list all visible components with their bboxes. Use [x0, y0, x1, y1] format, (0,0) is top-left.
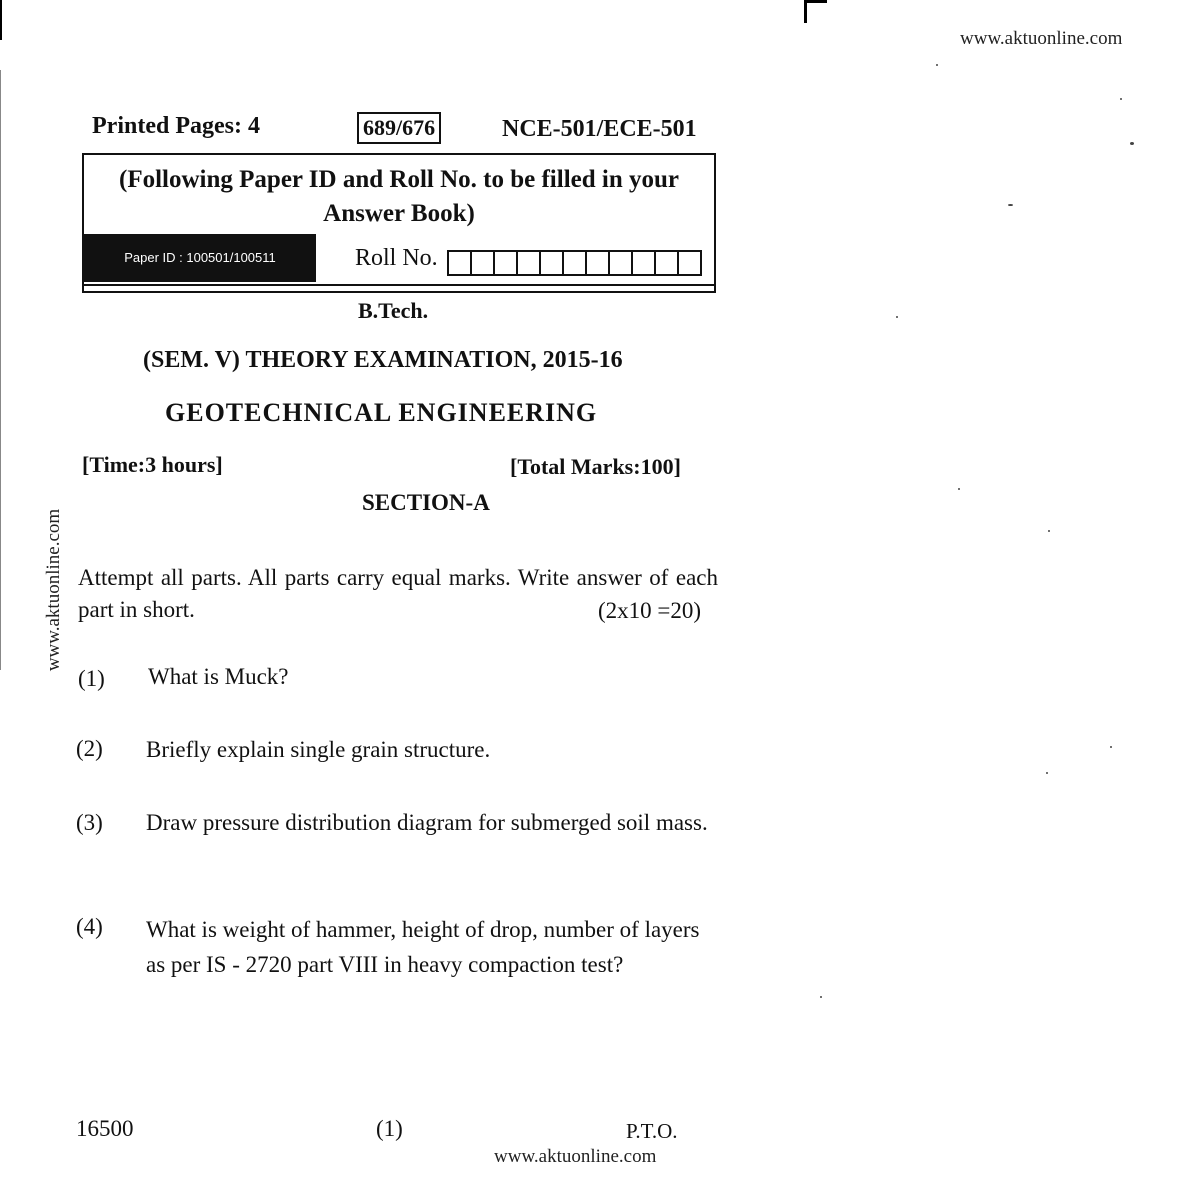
scan-corner-mark [804, 0, 827, 23]
question-text: Draw pressure distribution diagram for submerged soil mass. [146, 810, 708, 835]
scan-speck [1008, 204, 1013, 206]
info-instruction: (Following Paper ID and Roll No. to be filled in your Answer Book) [119, 166, 679, 227]
scan-speck [1110, 746, 1112, 748]
scan-speck [1130, 142, 1134, 145]
question-text: Briefly explain single grain structure. [146, 737, 491, 762]
roll-digit-box[interactable] [447, 250, 472, 276]
total-marks: [Total Marks:100] [510, 454, 681, 479]
watermark-top: www.aktuonline.com [960, 28, 1123, 49]
roll-digit-box[interactable] [562, 250, 587, 276]
scan-speck [1046, 772, 1048, 774]
roll-number-boxes[interactable] [447, 250, 700, 276]
roll-digit-box[interactable] [585, 250, 610, 276]
section-marks: (2x10 =20) [598, 598, 702, 623]
section-directions: Attempt all parts. All parts carry equal marks. Write answer of each part in short. [78, 565, 718, 622]
subject-code: NCE-501/ECE-501 [502, 116, 697, 142]
footer-code: 16500 [76, 1116, 134, 1141]
scan-speck [936, 64, 938, 66]
question-number: (3) [76, 810, 103, 835]
paper-id-badge: Paper ID : 100501/100511 [84, 234, 316, 282]
watermark-side: www.aktuonline.com [43, 508, 64, 672]
subject-title: GEOTECHNICAL ENGINEERING [165, 398, 598, 427]
question-number: (1) [78, 666, 105, 691]
roll-digit-box[interactable] [677, 250, 702, 276]
scan-edge-line [0, 70, 1, 670]
paper-code-box: 689/676 [357, 112, 441, 144]
question-number: (2) [76, 736, 103, 761]
roll-digit-box[interactable] [631, 250, 656, 276]
watermark-bottom: www.aktuonline.com [494, 1146, 657, 1167]
roll-digit-box[interactable] [516, 250, 541, 276]
degree-title: B.Tech. [358, 298, 429, 323]
roll-digit-box[interactable] [493, 250, 518, 276]
scan-speck [1120, 98, 1122, 100]
footer-pto: P.T.O. [626, 1119, 678, 1143]
section-heading: SECTION-A [362, 490, 490, 515]
scan-speck [896, 316, 898, 318]
exam-title: (SEM. V) THEORY EXAMINATION, 2015-16 [143, 347, 623, 373]
roll-digit-box[interactable] [470, 250, 495, 276]
question-text: What is weight of hammer, height of drop, number of layers as per IS - 2720 part VIII in heavy compaction test? [146, 917, 700, 977]
roll-digit-box[interactable] [654, 250, 679, 276]
printed-pages: Printed Pages: 4 [92, 113, 260, 139]
roll-number-label: Roll No. [355, 245, 438, 271]
scan-speck [1048, 530, 1050, 532]
info-box-divider [82, 284, 716, 286]
roll-digit-box[interactable] [608, 250, 633, 276]
footer-page-number: (1) [376, 1116, 403, 1141]
scan-speck [820, 996, 822, 998]
roll-digit-box[interactable] [539, 250, 564, 276]
time-allowed: [Time:3 hours] [82, 452, 223, 477]
scan-edge-mark [0, 0, 2, 40]
question-text: What is Muck? [148, 664, 289, 689]
scan-speck [958, 488, 960, 490]
question-number: (4) [76, 914, 103, 939]
